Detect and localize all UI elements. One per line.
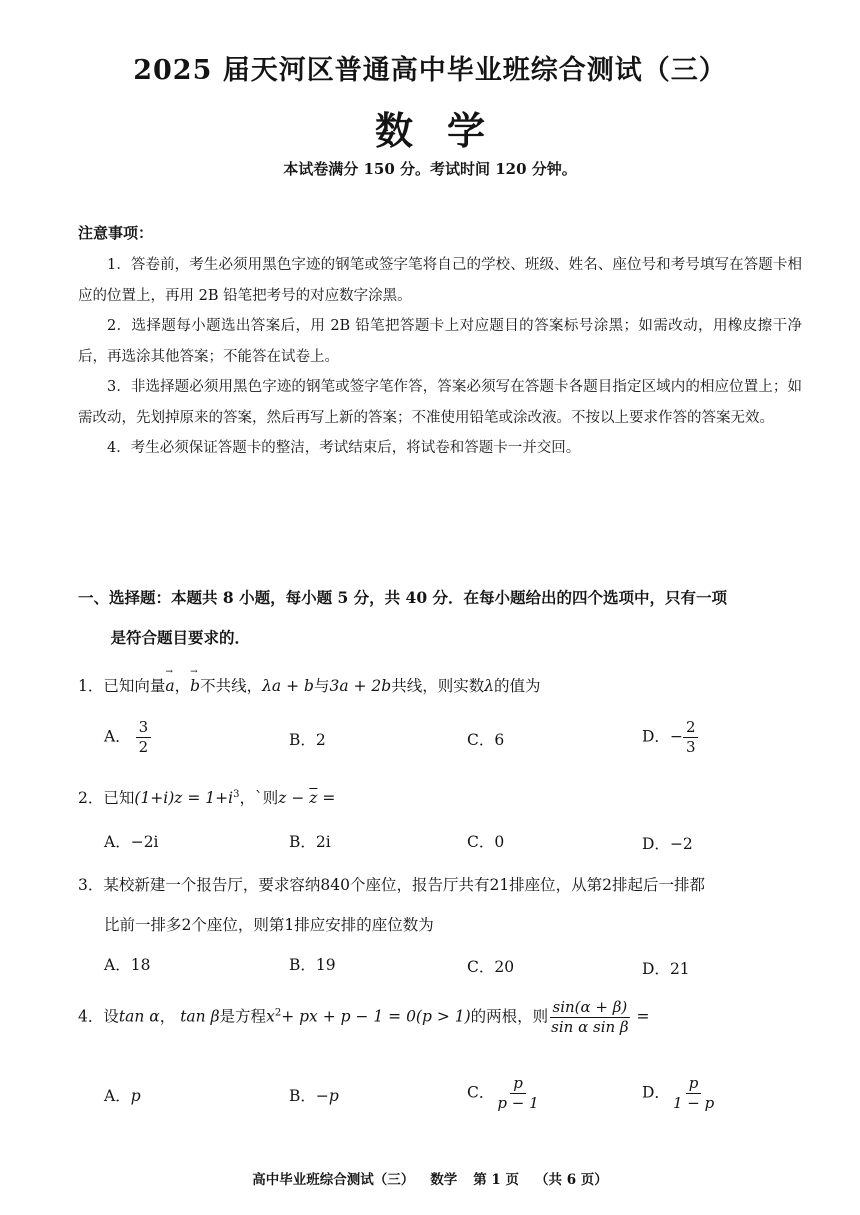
option-c — [467, 728, 504, 750]
option-b — [289, 728, 326, 750]
note-item: 2．选择题每小题选出答案后，用 2B 铅笔把答题卡上对应题目的答案标号涂黑；如需改动，用橡皮擦干净后，再选涂其他答案；不能答在试卷上。 — [78, 318, 802, 365]
denominator: sin α sin β — [551, 1018, 629, 1036]
lambda-symbol: λ — [484, 677, 495, 695]
expression: z − — [278, 789, 305, 807]
option-label: C． — [467, 731, 495, 749]
option-a — [104, 718, 151, 757]
option-d — [642, 832, 693, 854]
question-1 — [78, 674, 541, 696]
option-value: 0 — [494, 833, 505, 851]
numerator: p — [510, 1074, 526, 1094]
denominator: 1 − p — [672, 1094, 715, 1112]
option-value: 2 — [315, 731, 326, 749]
option-label: B． — [289, 731, 316, 749]
option-label: D． — [642, 835, 670, 853]
section-title — [78, 578, 802, 658]
question-2 — [78, 786, 335, 808]
question-text: 的值为 — [494, 677, 541, 695]
option-d — [642, 1074, 717, 1113]
expression: tan α — [118, 1007, 160, 1026]
question-3 — [78, 873, 705, 895]
question-text: 已知向量 — [103, 677, 166, 695]
question-text: 某校新建一个报告厅，要求容纳840个座位，报告厅共有21排座位，从第2排起后一排都 — [103, 876, 706, 894]
question-text: ，`则 — [239, 789, 279, 807]
expression: tan β — [180, 1007, 220, 1026]
option-label: A． — [104, 727, 131, 746]
option-b — [289, 1084, 339, 1106]
question-text: 是方程 — [219, 1007, 267, 1026]
footer-subject: 数学 — [430, 1172, 458, 1188]
option-d — [642, 718, 698, 757]
option-value: 21 — [669, 960, 690, 978]
option-label: B． — [289, 833, 316, 851]
fraction — [670, 1074, 717, 1113]
expression: (1+i)z = 1+i — [134, 789, 234, 807]
option-value: 19 — [315, 956, 336, 974]
question-text: 的两根，则 — [470, 1007, 549, 1026]
option-label: D． — [642, 960, 670, 978]
option-value: 2i — [315, 833, 331, 851]
denominator: p − 1 — [497, 1094, 539, 1112]
note-item: 4．考生必须保证答题卡的整洁，考试结束后，将试卷和答题卡一并交回。 — [107, 440, 581, 456]
fraction — [683, 718, 699, 757]
option-label: A． — [104, 1087, 131, 1105]
footer-title: 高中毕业班综合测试（三） — [252, 1172, 415, 1188]
option-value: 20 — [494, 958, 515, 976]
question-text: 不共线， — [200, 677, 263, 695]
notes-heading: 注意事项： — [78, 224, 154, 242]
exponent: 2 — [274, 1007, 282, 1019]
option-label: A． — [104, 956, 131, 974]
option-label: A． — [104, 833, 131, 851]
option-c — [467, 830, 504, 852]
section-title-line2: 是符合题目要求的． — [110, 628, 251, 647]
option-label: B． — [289, 1087, 316, 1105]
numerator: 2 — [683, 718, 699, 738]
exam-info: 本试卷满分 150 分。考试时间 120 分钟。 — [283, 160, 577, 178]
expression: 3a + 2b — [329, 677, 392, 695]
notes-list — [78, 250, 802, 464]
option-label: B． — [289, 956, 316, 974]
note-item: 3．非选择题必须用黑色字迹的钢笔或签字笔作答，答案必须写在答题卡各题目指定区域内的相应位置上；如需改动，先划掉原来的答案，然后再写上新的答案；不准使用铅笔或涂改液。不按以上要求作答的答案无效。 — [78, 379, 802, 426]
option-d — [642, 957, 690, 979]
question-text: 与 — [313, 677, 330, 695]
option-label: C． — [467, 1083, 495, 1102]
option-a — [104, 830, 159, 852]
option-b — [289, 953, 336, 975]
denominator: 2 — [138, 738, 149, 756]
conjugate-z: $\overline{z}$ — [309, 789, 318, 807]
vector-b: → b — [190, 677, 200, 695]
question-number: 4． — [78, 1007, 104, 1026]
footer-total: （共 6 页） — [535, 1172, 608, 1188]
option-label: C． — [467, 833, 495, 851]
section-title-line1: 一、选择题：本题共 8 小题，每小题 5 分，共 40 分．在每小题给出的四个选项中，只有一项 — [78, 588, 728, 607]
question-number: 3． — [78, 876, 104, 894]
question-text: 设 — [103, 1007, 119, 1026]
option-a — [104, 953, 150, 975]
option-value: −p — [315, 1087, 339, 1105]
option-value: −2 — [669, 835, 693, 853]
option-value: −2i — [130, 833, 159, 851]
page-footer — [0, 1168, 860, 1188]
separator: ， — [159, 1007, 176, 1026]
question-4 — [78, 998, 650, 1037]
note-item: 1．答卷前，考生必须用黑色字迹的钢笔或签字笔将自己的学校、班级、姓名、座位号和考号填写在答题卡相应的位置上，再用 2B 铅笔把考号的对应数字涂黑。 — [78, 257, 802, 304]
fraction — [136, 718, 152, 757]
option-label: D． — [642, 1083, 670, 1102]
option-c — [467, 955, 514, 977]
question-text: 共线，则实数 — [391, 677, 485, 695]
fraction — [548, 998, 631, 1037]
numerator: p — [686, 1074, 702, 1094]
option-label: C． — [467, 958, 495, 976]
vector-a: → a — [165, 677, 174, 695]
option-c — [467, 1074, 542, 1113]
separator: ， — [174, 677, 191, 695]
subject-heading: 数学 — [374, 108, 519, 153]
question-number: 1． — [78, 677, 104, 695]
exponent: 3 — [233, 788, 240, 800]
equals-sign: = — [322, 789, 336, 807]
option-value: 6 — [494, 731, 505, 749]
option-b — [289, 830, 331, 852]
minus-sign: − — [669, 727, 683, 746]
expression: x — [266, 1007, 275, 1026]
option-label: D． — [642, 727, 670, 746]
denominator: 3 — [685, 738, 696, 756]
question-3-line2: 比前一排多2个座位，则第1排应安排的座位数为 — [104, 916, 434, 934]
exam-title: 2025 届天河区普通高中毕业班综合测试（三） — [133, 55, 727, 86]
option-value: p — [130, 1087, 141, 1105]
question-text: 已知 — [103, 789, 135, 807]
equals-sign: = — [636, 1007, 650, 1026]
numerator: sin(α + β) — [550, 998, 631, 1018]
option-a — [104, 1084, 141, 1106]
expression: λa + b — [262, 677, 314, 695]
question-number: 2． — [78, 789, 104, 807]
expression: + px + p − 1 = 0(p > 1) — [281, 1007, 471, 1026]
numerator: 3 — [136, 718, 152, 738]
fraction — [494, 1074, 541, 1113]
option-value: 18 — [130, 956, 151, 974]
footer-page: 第 1 页 — [473, 1172, 519, 1188]
